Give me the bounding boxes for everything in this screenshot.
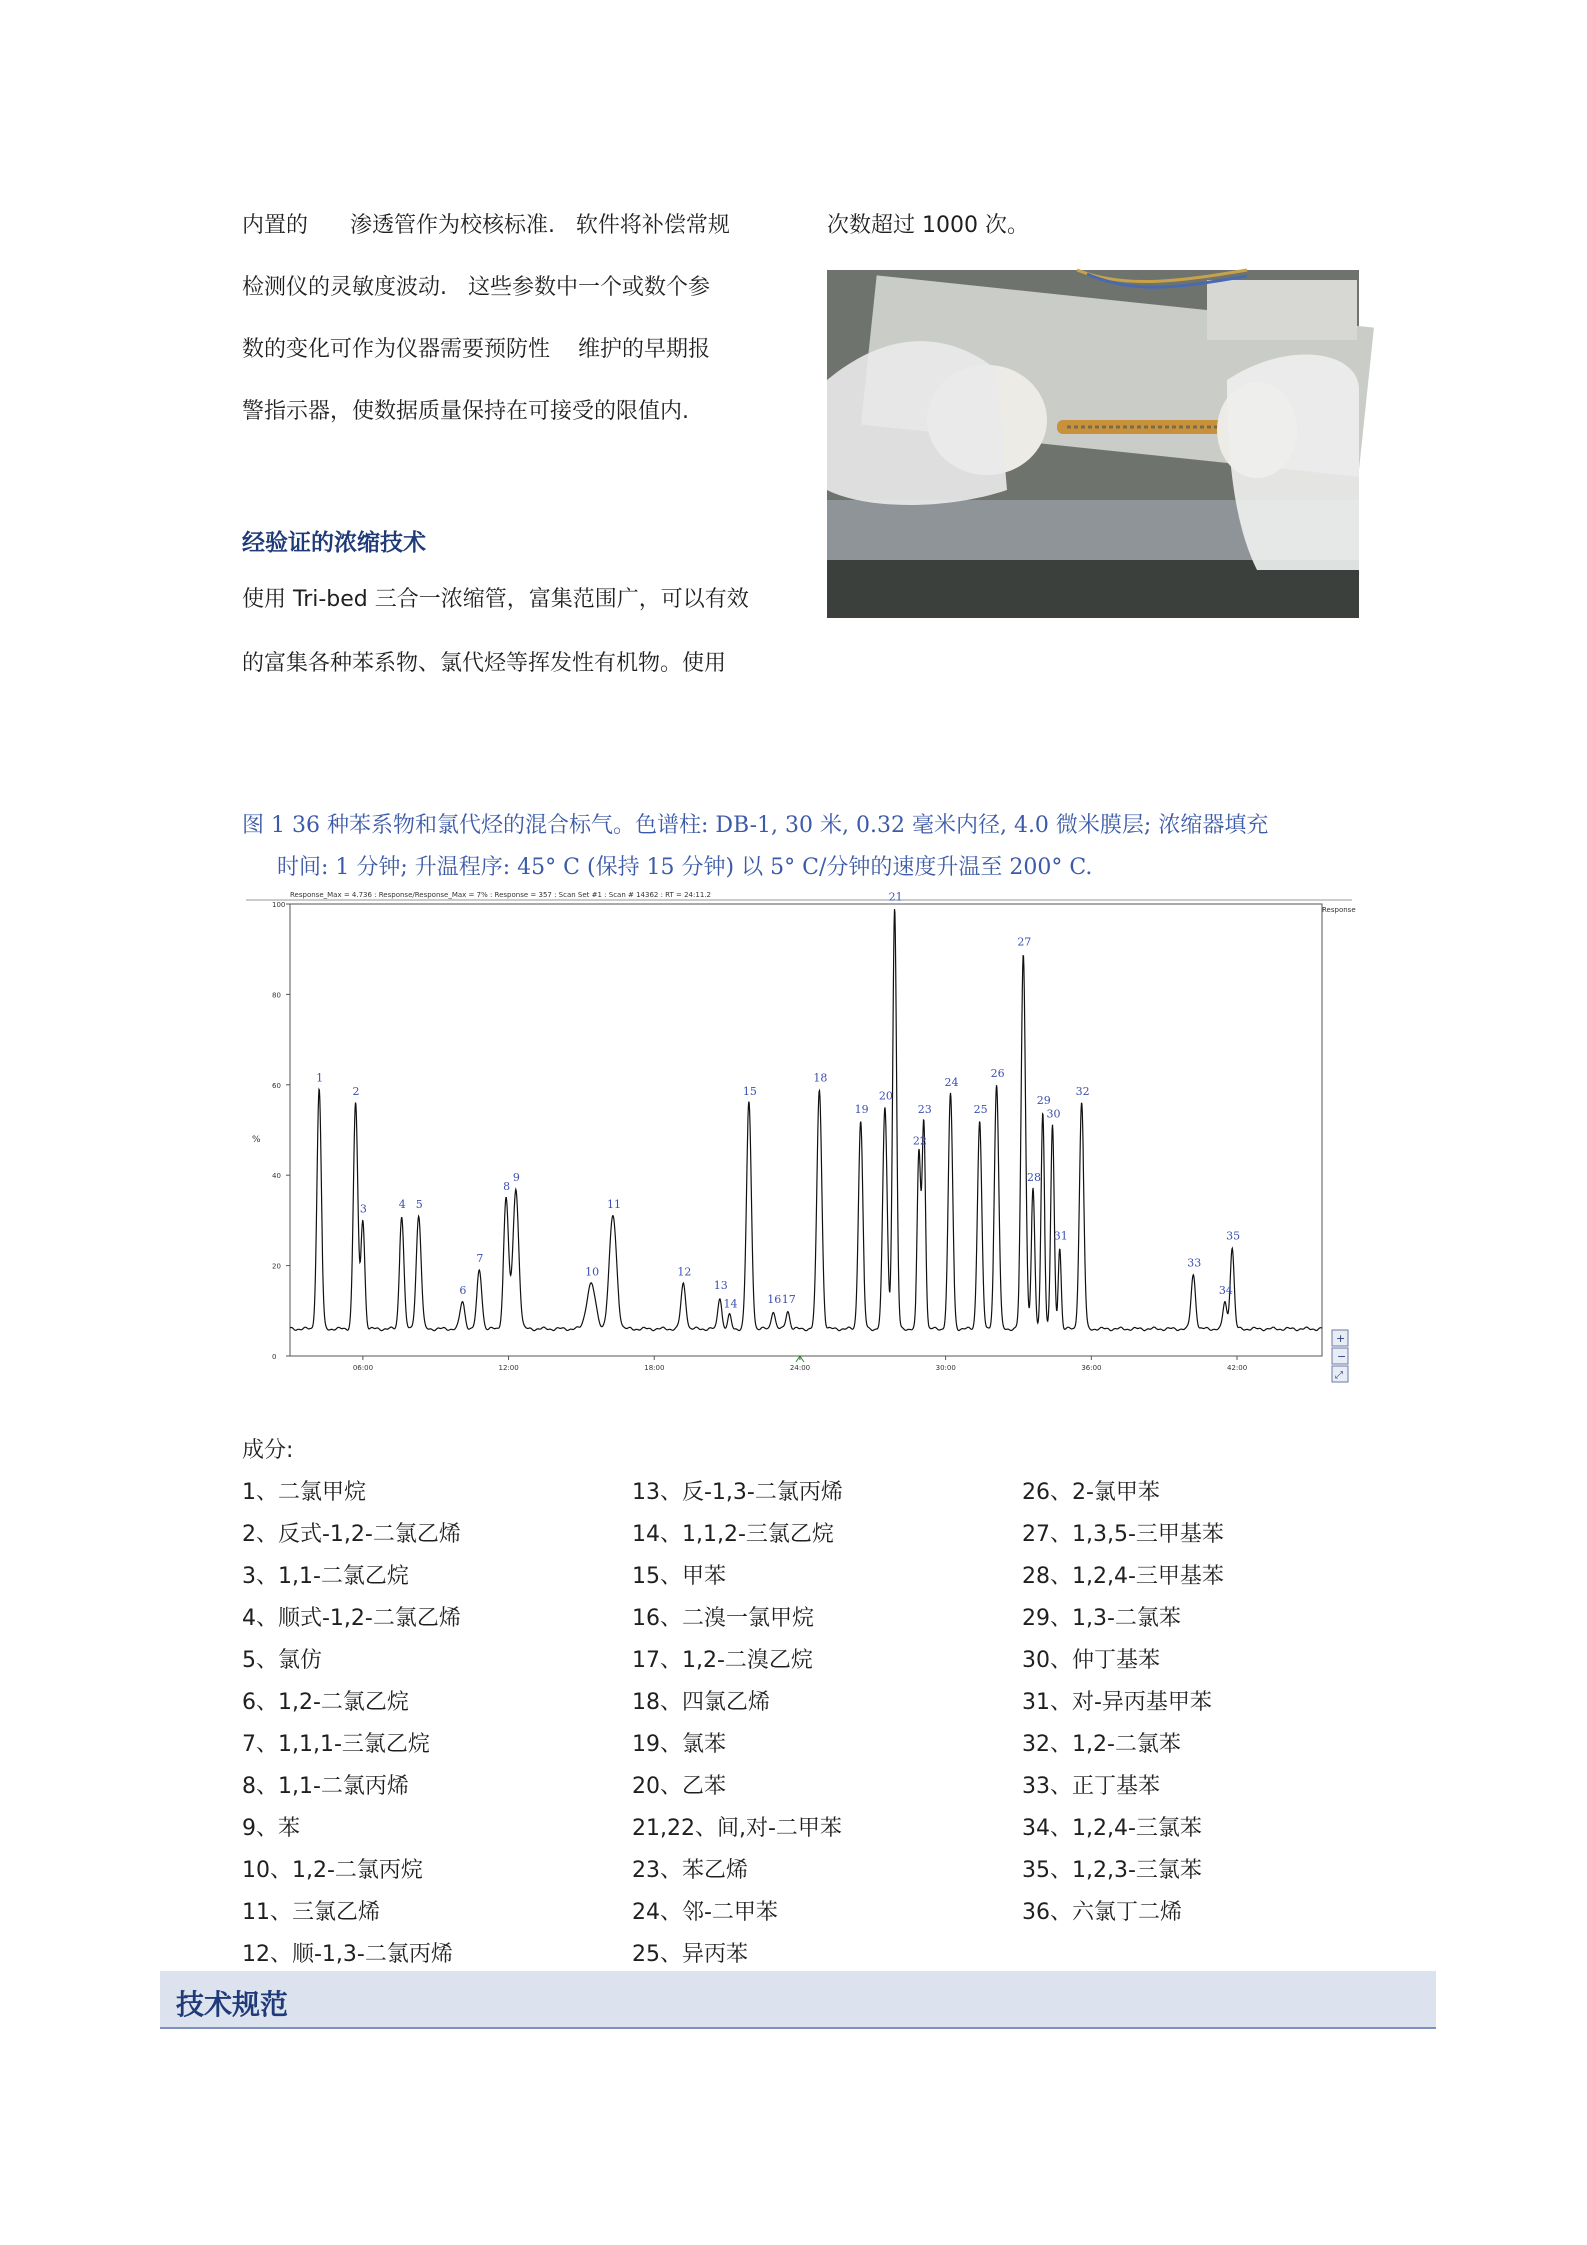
component-item: 30、仲丁基苯: [1022, 1648, 1160, 1673]
component-item: 13、反-1,3-二氯丙烯: [632, 1480, 843, 1505]
peak-label: 6: [459, 1283, 467, 1297]
y-tick-label: 40: [272, 1172, 281, 1181]
peak-label: 16: [767, 1292, 782, 1306]
components-col-1: [242, 1472, 461, 1976]
peak-label: 29: [1036, 1093, 1051, 1107]
component-item: 9、苯: [242, 1816, 300, 1841]
component-item: 1、二氯甲烷: [242, 1480, 366, 1505]
intro-line-4: 警指示器，使数据质量保持在可接受的限值内.: [242, 399, 689, 424]
x-tick-label: 30:00: [935, 1364, 956, 1372]
peak-label: 30: [1046, 1107, 1061, 1121]
peak-label: 19: [854, 1102, 869, 1116]
component-item: 29、1,3-二氯苯: [1022, 1606, 1181, 1631]
component-item: 33、正丁基苯: [1022, 1774, 1160, 1799]
x-tick-label: 18:00: [644, 1364, 665, 1372]
peak-label: 7: [476, 1252, 484, 1266]
peak-label: 17: [781, 1292, 796, 1306]
component-item: 5、氯仿: [242, 1648, 322, 1673]
component-item: 28、1,2,4-三甲基苯: [1022, 1564, 1224, 1589]
component-item: 18、四氯乙烯: [632, 1690, 770, 1715]
peak-label: 25: [973, 1102, 988, 1116]
peak-label: 27: [1017, 935, 1032, 949]
component-item: 11、三氯乙烯: [242, 1900, 380, 1925]
components-col-3: [1022, 1472, 1224, 1934]
component-item: 21,22、间,对-二甲苯: [632, 1816, 842, 1841]
peak-label: 4: [398, 1197, 406, 1211]
peak-label: 8: [503, 1179, 511, 1193]
component-item: 14、1,1,2-三氯乙烷: [632, 1522, 834, 1547]
component-item: 2、反式-1,2-二氯乙烯: [242, 1522, 461, 1547]
right-column-line: 次数超过 1000 次。: [827, 213, 1029, 238]
y-tick-label: 20: [272, 1262, 281, 1271]
peak-label: 13: [713, 1279, 728, 1293]
component-item: 32、1,2-二氯苯: [1022, 1732, 1181, 1757]
component-item: 6、1,2-二氯乙烷: [242, 1690, 409, 1715]
peak-label: 35: [1226, 1229, 1241, 1243]
component-item: 23、苯乙烯: [632, 1858, 748, 1883]
peak-label: 12: [677, 1265, 692, 1279]
peak-label: 20: [878, 1089, 893, 1103]
x-tick-label: 12:00: [498, 1364, 519, 1372]
component-item: 8、1,1-二氯丙烯: [242, 1774, 409, 1799]
y-tick-label: 0: [272, 1353, 277, 1361]
component-item: 20、乙苯: [632, 1774, 726, 1799]
components-heading: 成分:: [242, 1438, 294, 1463]
peak-label: 34: [1218, 1283, 1233, 1297]
component-item: 34、1,2,4-三氯苯: [1022, 1816, 1202, 1841]
component-item: 4、顺式-1,2-二氯乙烯: [242, 1606, 461, 1631]
component-item: 3、1,1-二氯乙烷: [242, 1564, 409, 1589]
components-col-2: [632, 1472, 843, 1976]
component-item: 10、1,2-二氯丙烷: [242, 1858, 423, 1883]
concentration-line-1: 使用 Tri-bed 三合一浓缩管，富集范围广，可以有效: [242, 587, 749, 612]
y-axis-label: %: [252, 1135, 261, 1145]
peak-label: 15: [742, 1084, 757, 1098]
peak-label: 31: [1053, 1229, 1068, 1243]
component-item: 24、邻-二甲苯: [632, 1900, 778, 1925]
svg-text:+: +: [1336, 1332, 1346, 1345]
peak-label: 10: [585, 1265, 600, 1279]
peak-label: 26: [990, 1066, 1005, 1080]
svg-text:⤢: ⤢: [1335, 1370, 1343, 1381]
component-item: 35、1,2,3-三氯苯: [1022, 1858, 1202, 1883]
svg-text:−: −: [1337, 1350, 1347, 1363]
chart-header-text: Response_Max = 4.736 : Response/Response_Max = 7% : Response = 357 : Scan Set #1 : Scan # 14362 : RT = 24:11.2: [290, 891, 711, 899]
peak-label: 18: [813, 1071, 828, 1085]
component-item: 27、1,3,5-三甲基苯: [1022, 1522, 1224, 1547]
chromatogram-svg: [246, 890, 1356, 1390]
x-tick-label: 36:00: [1081, 1364, 1102, 1372]
component-item: 19、氯苯: [632, 1732, 726, 1757]
component-item: 7、1,1,1-三氯乙烷: [242, 1732, 430, 1757]
peak-label: 28: [1027, 1170, 1042, 1184]
peak-label: 2: [352, 1084, 360, 1098]
peak-label: 1: [316, 1071, 324, 1085]
intro-line-2: 检测仪的灵敏度波动. 这些参数中一个或数个参: [242, 275, 710, 300]
component-item: 17、1,2-二溴乙烷: [632, 1648, 813, 1673]
figure-caption-line-1: 图 1 36 种苯系物和氯代烃的混合标气。色谱柱: DB-1, 30 米, 0.32 毫米内径, 4.0 微米膜层; 浓缩器填充: [242, 813, 1269, 838]
peak-label: 22: [912, 1134, 927, 1148]
chromatogram-chart: [246, 890, 1356, 1390]
component-item: 12、顺-1,3-二氯丙烯: [242, 1942, 453, 1967]
peak-label: 14: [723, 1297, 738, 1311]
concentration-line-2: 的富集各种苯系物、氯代烃等挥发性有机物。使用: [242, 651, 727, 676]
peak-label: 21: [888, 890, 903, 904]
intro-line-1: 内置的 渗透管作为校核标准. 软件将补偿常规: [242, 213, 730, 238]
component-item: 16、二溴一氯甲烷: [632, 1606, 814, 1631]
photo-illustration: [827, 270, 1359, 618]
intro-line-3: 数的变化可作为仪器需要预防性 维护的早期报: [242, 337, 710, 362]
section-bar: [160, 1971, 1436, 2029]
peak-label: 33: [1187, 1256, 1202, 1270]
peak-label: 5: [415, 1197, 423, 1211]
y-tick-label: 60: [272, 1081, 281, 1090]
peak-label: 9: [512, 1170, 520, 1184]
component-item: 36、六氯丁二烯: [1022, 1900, 1182, 1925]
section-heading-concentration: 经验证的浓缩技术: [242, 529, 426, 556]
component-item: 26、2-氯甲苯: [1022, 1480, 1160, 1505]
component-item: 31、对-异丙基甲苯: [1022, 1690, 1212, 1715]
y-tick-label: 100: [272, 901, 286, 909]
zoom-controls: [1332, 1330, 1348, 1382]
peak-label: 11: [606, 1197, 621, 1211]
component-item: 25、异丙苯: [632, 1942, 748, 1967]
peak-label: 23: [917, 1102, 932, 1116]
x-tick-label: 24:00: [789, 1364, 811, 1372]
section-title: 技术规范: [176, 1988, 289, 2021]
y-tick-label: 80: [272, 991, 281, 1000]
instrument-photo: [827, 270, 1359, 618]
component-item: 15、甲苯: [632, 1564, 726, 1589]
peak-label: 32: [1075, 1084, 1090, 1098]
x-tick-label: 06:00: [352, 1364, 374, 1372]
peak-label: 3: [359, 1202, 367, 1216]
peak-label: 24: [944, 1075, 959, 1089]
x-tick-label: 42:00: [1227, 1364, 1248, 1372]
figure-caption-line-2: 时间: 1 分钟; 升温程序: 45° C (保持 15 分钟) 以 5° C/分钟的速度升温至 200° C.: [242, 855, 1093, 880]
chart-right-label: Response: [1322, 906, 1356, 914]
